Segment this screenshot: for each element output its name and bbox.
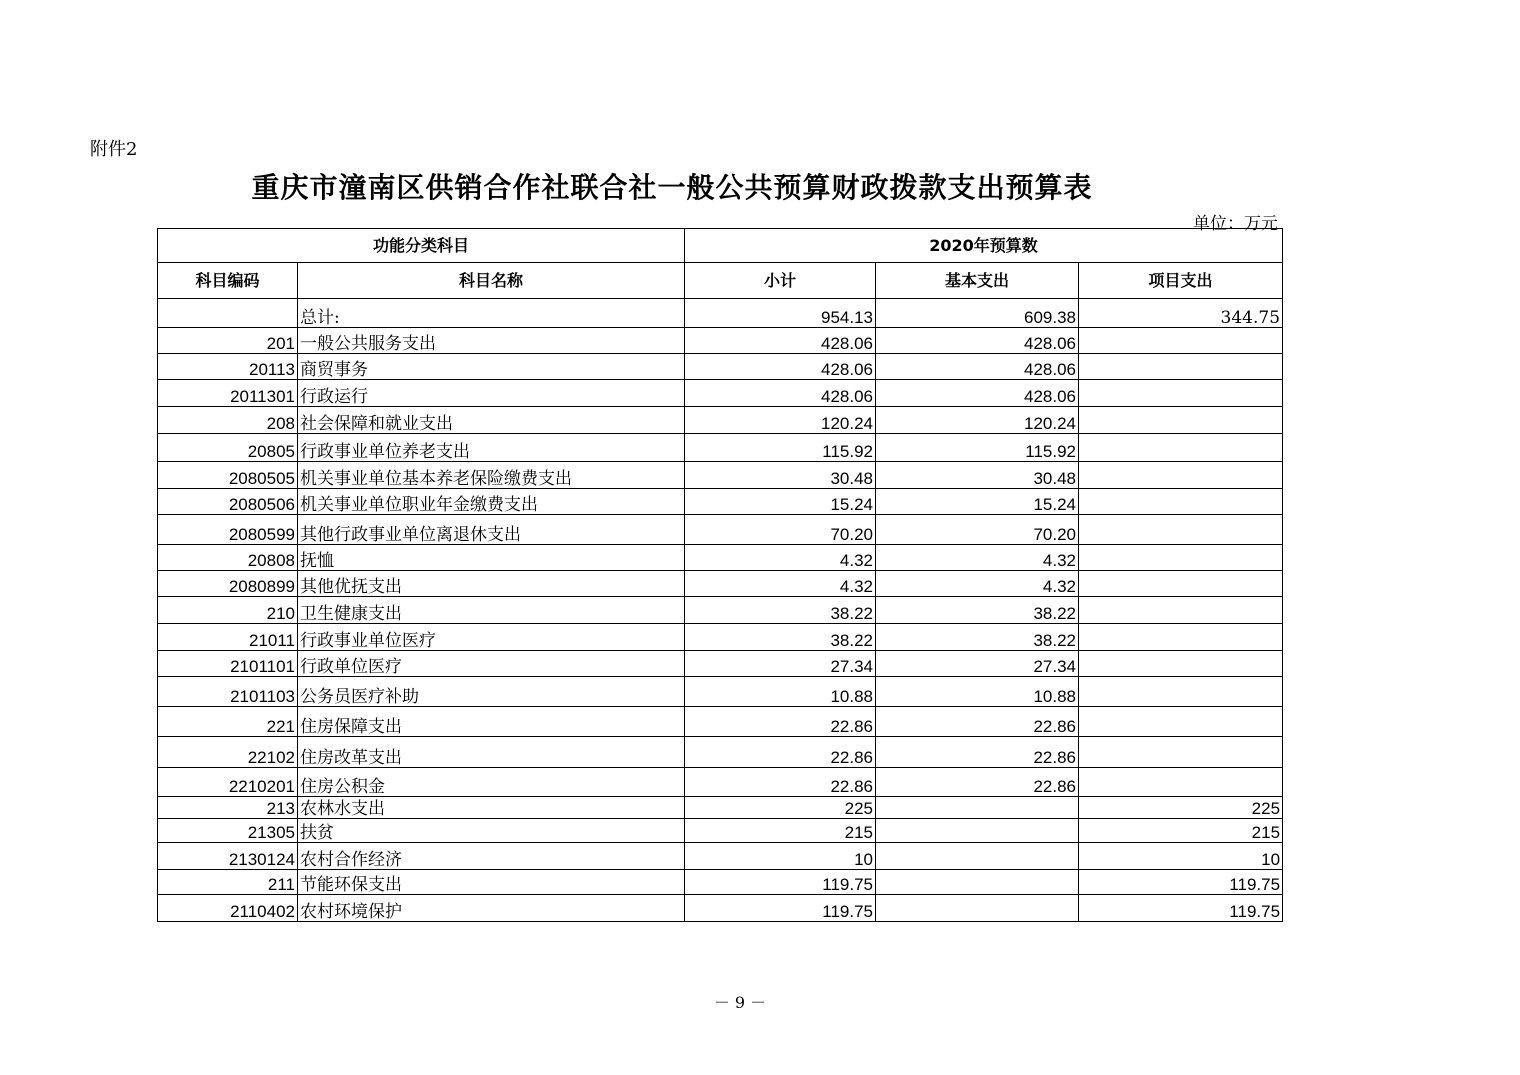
total-basic: 609.38 — [876, 299, 1079, 328]
row-basic: 10.88 — [876, 677, 1079, 707]
row-project: 119.75 — [1079, 870, 1283, 895]
row-code: 22102 — [158, 737, 298, 768]
row-basic: 4.32 — [876, 545, 1079, 571]
row-subtotal: 27.34 — [685, 651, 876, 677]
row-subtotal: 115.92 — [685, 434, 876, 462]
table-row — [158, 489, 1283, 515]
row-project — [1079, 354, 1283, 380]
row-basic — [876, 797, 1079, 819]
table-row — [158, 651, 1283, 677]
table-row — [158, 677, 1283, 707]
row-code: 221 — [158, 707, 298, 737]
row-basic: 428.06 — [876, 354, 1079, 380]
row-subtotal: 22.86 — [685, 737, 876, 768]
header-project: 项目支出 — [1079, 263, 1283, 299]
row-name: 抚恤 — [298, 545, 685, 571]
row-name: 行政运行 — [298, 380, 685, 407]
row-subtotal: 70.20 — [685, 515, 876, 545]
row-name: 住房公积金 — [298, 768, 685, 797]
row-name: 其他行政事业单位离退休支出 — [298, 515, 685, 545]
table-row — [158, 819, 1283, 843]
row-subtotal: 215 — [685, 819, 876, 843]
row-subtotal: 38.22 — [685, 597, 876, 624]
row-subtotal: 15.24 — [685, 489, 876, 515]
row-code: 2080505 — [158, 462, 298, 489]
row-subtotal: 30.48 — [685, 462, 876, 489]
row-project — [1079, 515, 1283, 545]
row-code: 20113 — [158, 354, 298, 380]
row-subtotal: 4.32 — [685, 545, 876, 571]
row-name: 机关事业单位基本养老保险缴费支出 — [298, 462, 685, 489]
row-subtotal: 119.75 — [685, 870, 876, 895]
column-header-row — [158, 263, 1283, 299]
total-code-cell — [158, 299, 298, 328]
row-code: 211 — [158, 870, 298, 895]
table-row — [158, 545, 1283, 571]
row-project — [1079, 462, 1283, 489]
row-name: 卫生健康支出 — [298, 597, 685, 624]
header-function-category: 功能分类科目 — [158, 229, 685, 263]
row-project — [1079, 707, 1283, 737]
table-row — [158, 407, 1283, 434]
row-subtotal: 4.32 — [685, 571, 876, 597]
row-name: 一般公共服务支出 — [298, 328, 685, 354]
header-subtotal: 小计 — [685, 263, 876, 299]
row-basic: 120.24 — [876, 407, 1079, 434]
row-basic: 115.92 — [876, 434, 1079, 462]
row-name: 住房保障支出 — [298, 707, 685, 737]
table-row — [158, 515, 1283, 545]
row-basic: 27.34 — [876, 651, 1079, 677]
total-row — [158, 299, 1283, 328]
table-row — [158, 624, 1283, 651]
row-project — [1079, 768, 1283, 797]
row-code: 2080899 — [158, 571, 298, 597]
row-basic: 70.20 — [876, 515, 1079, 545]
total-label: 总计: — [298, 299, 685, 328]
row-project — [1079, 737, 1283, 768]
row-subtotal: 225 — [685, 797, 876, 819]
row-name: 住房改革支出 — [298, 737, 685, 768]
row-project: 119.75 — [1079, 895, 1283, 922]
table-row — [158, 597, 1283, 624]
row-subtotal: 10 — [685, 843, 876, 870]
table-row — [158, 797, 1283, 819]
table-row — [158, 354, 1283, 380]
row-project — [1079, 545, 1283, 571]
row-subtotal: 428.06 — [685, 328, 876, 354]
row-subtotal: 120.24 — [685, 407, 876, 434]
row-code: 21305 — [158, 819, 298, 843]
row-project — [1079, 489, 1283, 515]
row-name: 机关事业单位职业年金缴费支出 — [298, 489, 685, 515]
row-code: 2210201 — [158, 768, 298, 797]
row-project — [1079, 651, 1283, 677]
row-subtotal: 10.88 — [685, 677, 876, 707]
row-subtotal: 22.86 — [685, 768, 876, 797]
total-subtotal: 954.13 — [685, 299, 876, 328]
group-header-row — [158, 229, 1283, 263]
row-code: 210 — [158, 597, 298, 624]
row-project — [1079, 380, 1283, 407]
row-project — [1079, 624, 1283, 651]
table-body — [158, 299, 1283, 922]
row-project: 10 — [1079, 843, 1283, 870]
row-subtotal: 428.06 — [685, 354, 876, 380]
budget-table — [157, 228, 1283, 922]
row-project — [1079, 677, 1283, 707]
row-code: 208 — [158, 407, 298, 434]
row-code: 20805 — [158, 434, 298, 462]
row-subtotal: 428.06 — [685, 380, 876, 407]
row-name: 公务员医疗补助 — [298, 677, 685, 707]
row-project — [1079, 597, 1283, 624]
table-row — [158, 571, 1283, 597]
row-basic: 38.22 — [876, 624, 1079, 651]
row-name: 扶贫 — [298, 819, 685, 843]
row-code: 2101101 — [158, 651, 298, 677]
header-code: 科目编码 — [158, 263, 298, 299]
row-code: 2130124 — [158, 843, 298, 870]
row-name: 农村环境保护 — [298, 895, 685, 922]
page-title: 重庆市潼南区供销合作社联合社一般公共预算财政拨款支出预算表 — [251, 171, 1093, 204]
row-project: 225 — [1079, 797, 1283, 819]
row-name: 农村合作经济 — [298, 843, 685, 870]
table-row — [158, 768, 1283, 797]
row-basic: 428.06 — [876, 328, 1079, 354]
row-code: 2110402 — [158, 895, 298, 922]
row-basic: 4.32 — [876, 571, 1079, 597]
table-row — [158, 870, 1283, 895]
row-name: 商贸事务 — [298, 354, 685, 380]
header-name: 科目名称 — [298, 263, 685, 299]
table-row — [158, 895, 1283, 922]
page-number: － 9 － — [713, 993, 767, 1012]
row-name: 农林水支出 — [298, 797, 685, 819]
row-project — [1079, 407, 1283, 434]
row-code: 213 — [158, 797, 298, 819]
row-subtotal: 38.22 — [685, 624, 876, 651]
row-project: 215 — [1079, 819, 1283, 843]
row-subtotal: 22.86 — [685, 707, 876, 737]
row-name: 节能环保支出 — [298, 870, 685, 895]
row-code: 201 — [158, 328, 298, 354]
row-basic: 15.24 — [876, 489, 1079, 515]
row-code: 2080506 — [158, 489, 298, 515]
row-basic: 22.86 — [876, 768, 1079, 797]
row-project — [1079, 434, 1283, 462]
row-basic: 38.22 — [876, 597, 1079, 624]
total-project: 344.75 — [1079, 299, 1283, 328]
table-row — [158, 434, 1283, 462]
row-name: 行政事业单位养老支出 — [298, 434, 685, 462]
row-name: 行政事业单位医疗 — [298, 624, 685, 651]
row-basic: 22.86 — [876, 737, 1079, 768]
row-basic — [876, 895, 1079, 922]
row-code: 20808 — [158, 545, 298, 571]
row-name: 行政单位医疗 — [298, 651, 685, 677]
row-subtotal: 119.75 — [685, 895, 876, 922]
row-code: 2080599 — [158, 515, 298, 545]
row-project — [1079, 571, 1283, 597]
unit-label: 单位：万元 — [1193, 214, 1278, 234]
header-basic: 基本支出 — [876, 263, 1079, 299]
table-row — [158, 707, 1283, 737]
table-row — [158, 737, 1283, 768]
row-basic — [876, 819, 1079, 843]
row-code: 21011 — [158, 624, 298, 651]
header-budget-year: 2020年预算数 — [685, 229, 1283, 263]
row-name: 其他优抚支出 — [298, 571, 685, 597]
table-row — [158, 380, 1283, 407]
row-basic: 30.48 — [876, 462, 1079, 489]
row-basic: 428.06 — [876, 380, 1079, 407]
table-row — [158, 328, 1283, 354]
row-basic — [876, 870, 1079, 895]
row-basic — [876, 843, 1079, 870]
table-row — [158, 843, 1283, 870]
row-basic: 22.86 — [876, 707, 1079, 737]
attachment-label: 附件2 — [90, 139, 138, 160]
row-code: 2011301 — [158, 380, 298, 407]
table-row — [158, 462, 1283, 489]
row-code: 2101103 — [158, 677, 298, 707]
row-project — [1079, 328, 1283, 354]
row-name: 社会保障和就业支出 — [298, 407, 685, 434]
